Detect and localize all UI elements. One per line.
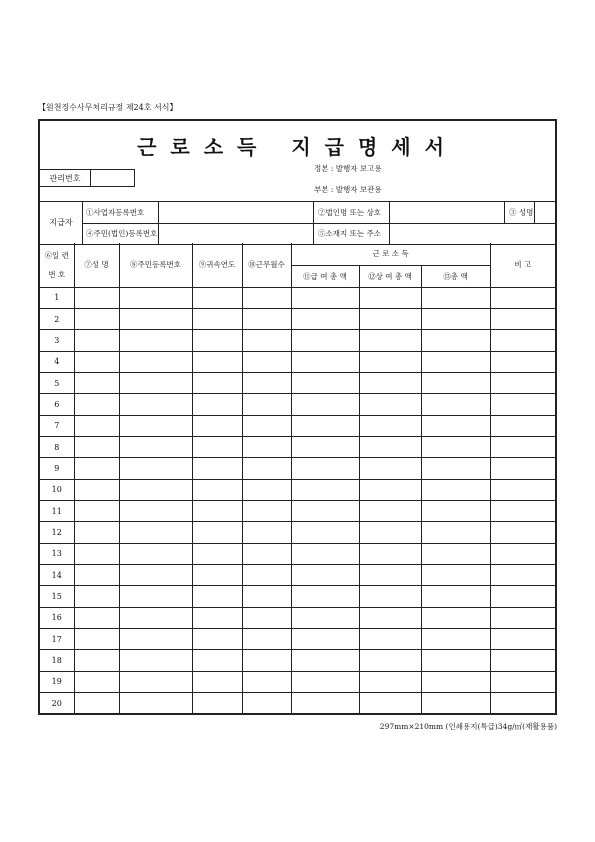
table-cell[interactable] [291,479,359,500]
table-row [40,607,555,628]
table-row [40,415,555,436]
payer-name-field[interactable] [535,202,557,223]
table-cell[interactable] [192,308,242,329]
row-number: 11 [40,500,74,521]
table-cell[interactable] [291,458,359,479]
table-cell[interactable] [359,629,421,650]
table-cell[interactable] [421,671,490,692]
table-cell[interactable] [192,415,242,436]
table-cell[interactable] [421,287,490,308]
table-cell[interactable] [74,650,119,671]
table-cell[interactable] [490,543,555,564]
table-cell[interactable] [291,543,359,564]
table-cell[interactable] [291,671,359,692]
col-remarks-header: 비 고 [490,243,555,287]
table-cell[interactable] [74,479,119,500]
table-cell[interactable] [242,629,291,650]
col-year-header: ⑨귀속연도 [192,243,242,287]
table-cell[interactable] [74,458,119,479]
corp-name-field[interactable] [390,202,505,223]
management-number-field[interactable] [91,169,135,187]
address-label: ⑤소재지 또는 주소 [314,223,390,244]
income-table [40,243,555,714]
table-cell[interactable] [74,564,119,585]
table-cell[interactable] [74,287,119,308]
table-cell[interactable] [119,394,192,415]
table-cell[interactable] [421,415,490,436]
table-cell[interactable] [242,543,291,564]
table-row [40,693,555,714]
table-cell[interactable] [490,671,555,692]
table-cell[interactable] [192,693,242,714]
table-cell[interactable] [490,330,555,351]
table-cell[interactable] [192,586,242,607]
table-cell[interactable] [119,693,192,714]
row-number: 2 [40,308,74,329]
table-cell[interactable] [421,522,490,543]
table-cell[interactable] [192,458,242,479]
table-cell[interactable] [74,330,119,351]
table-cell[interactable] [291,308,359,329]
table-cell[interactable] [291,351,359,372]
row-number: 16 [40,607,74,628]
table-cell[interactable] [74,607,119,628]
table-cell[interactable] [490,586,555,607]
table-cell[interactable] [119,522,192,543]
table-row [40,564,555,585]
table-cell[interactable] [119,351,192,372]
row-number: 14 [40,564,74,585]
form-title: 근로소득 지급명세서 [137,135,458,159]
table-cell[interactable] [359,586,421,607]
row-number: 12 [40,522,74,543]
row-number: 8 [40,436,74,457]
table-cell[interactable] [490,500,555,521]
col-bonus-header: ⑫상 여 총 액 [359,265,421,287]
table-row [40,586,555,607]
table-cell[interactable] [74,693,119,714]
income-statement-form [38,119,557,715]
management-number-label: 관리번호 [40,169,91,187]
table-cell[interactable] [421,308,490,329]
table-cell[interactable] [192,607,242,628]
table-cell[interactable] [359,607,421,628]
row-number: 9 [40,458,74,479]
table-cell[interactable] [242,394,291,415]
table-cell[interactable] [119,671,192,692]
biz-reg-no-field[interactable] [159,202,314,223]
table-cell[interactable] [359,650,421,671]
table-cell[interactable] [490,308,555,329]
table-cell[interactable] [74,308,119,329]
col-months-header: ⑩근무월수 [242,243,291,287]
resident-reg-no-label: ④주민(법인)등록번호 [82,223,159,244]
row-number: 5 [40,372,74,393]
table-cell[interactable] [359,415,421,436]
table-cell[interactable] [242,372,291,393]
payer-section [40,202,555,245]
table-cell[interactable] [291,564,359,585]
table-cell[interactable] [421,693,490,714]
table-cell[interactable] [74,586,119,607]
col-serial-bottom: 번 호 [48,269,66,279]
table-row [40,351,555,372]
table-cell[interactable] [119,500,192,521]
table-cell[interactable] [490,394,555,415]
table-cell[interactable] [119,543,192,564]
table-cell[interactable] [421,543,490,564]
table-cell[interactable] [192,351,242,372]
row-number: 4 [40,351,74,372]
table-cell[interactable] [119,479,192,500]
table-cell[interactable] [291,629,359,650]
table-row [40,458,555,479]
table-cell[interactable] [242,351,291,372]
table-cell[interactable] [291,500,359,521]
payer-label: 지급자 [40,202,83,244]
table-cell[interactable] [421,650,490,671]
table-cell[interactable] [192,650,242,671]
table-cell[interactable] [119,415,192,436]
table-cell[interactable] [192,543,242,564]
table-cell[interactable] [74,351,119,372]
corp-name-label: ②법인명 또는 상호 [314,202,390,223]
table-cell[interactable] [359,522,421,543]
table-cell[interactable] [490,372,555,393]
copy-original-label: 정본 : 발행자 보고용 [314,164,382,173]
table-row [40,629,555,650]
table-cell[interactable] [74,394,119,415]
paper-spec-footer: 297mm×210mm (인쇄용지(특급)34g/㎡(재활용품) [379,722,557,731]
col-serial-top: ⑥일 련 [44,250,69,260]
table-cell[interactable] [74,543,119,564]
table-cell[interactable] [74,629,119,650]
table-cell[interactable] [490,351,555,372]
table-cell[interactable] [291,693,359,714]
table-cell[interactable] [291,650,359,671]
table-cell[interactable] [74,372,119,393]
table-cell[interactable] [119,330,192,351]
table-cell[interactable] [119,308,192,329]
table-row [40,522,555,543]
table-row [40,650,555,671]
table-cell[interactable] [119,629,192,650]
table-cell[interactable] [291,394,359,415]
table-cell[interactable] [359,394,421,415]
address-field[interactable] [390,223,557,244]
table-cell[interactable] [242,671,291,692]
form-header [40,121,555,202]
table-cell[interactable] [74,415,119,436]
table-cell[interactable] [359,287,421,308]
col-resident-no-header: ⑧주민등록번호 [119,243,192,287]
table-cell[interactable] [242,650,291,671]
row-number: 15 [40,586,74,607]
row-number: 17 [40,629,74,650]
table-cell[interactable] [192,394,242,415]
row-number: 6 [40,394,74,415]
table-cell[interactable] [192,287,242,308]
table-cell[interactable] [242,436,291,457]
table-cell[interactable] [119,372,192,393]
table-row [40,436,555,457]
table-cell[interactable] [291,586,359,607]
table-cell[interactable] [192,522,242,543]
table-cell[interactable] [119,436,192,457]
table-cell[interactable] [359,671,421,692]
table-cell[interactable] [119,607,192,628]
table-cell[interactable] [192,372,242,393]
row-number: 13 [40,543,74,564]
table-cell[interactable] [119,287,192,308]
table-cell[interactable] [490,436,555,457]
table-cell[interactable] [359,458,421,479]
table-row [40,287,555,308]
table-cell[interactable] [242,287,291,308]
table-cell[interactable] [242,693,291,714]
table-cell[interactable] [359,500,421,521]
table-cell[interactable] [192,564,242,585]
col-salary-header: ⑪급 여 총 액 [291,265,359,287]
table-cell[interactable] [421,458,490,479]
form-caption: 【원천징수사무처리규정 제24호 서식】 [38,103,178,112]
income-group-header: 근 로 소 득 [291,243,490,265]
table-cell[interactable] [291,436,359,457]
table-cell[interactable] [490,607,555,628]
table-cell[interactable] [421,436,490,457]
table-cell[interactable] [490,479,555,500]
table-cell[interactable] [490,522,555,543]
row-number: 19 [40,671,74,692]
table-cell[interactable] [291,287,359,308]
table-cell[interactable] [242,522,291,543]
table-cell[interactable] [242,564,291,585]
table-cell[interactable] [242,500,291,521]
table-cell[interactable] [359,436,421,457]
table-cell[interactable] [74,500,119,521]
table-cell[interactable] [359,308,421,329]
table-cell[interactable] [119,458,192,479]
table-cell[interactable] [119,650,192,671]
table-cell[interactable] [421,629,490,650]
table-cell[interactable] [242,479,291,500]
table-cell[interactable] [359,564,421,585]
table-cell[interactable] [192,479,242,500]
table-cell[interactable] [291,607,359,628]
payer-row-2 [82,223,555,244]
table-cell[interactable] [421,564,490,585]
table-cell[interactable] [490,415,555,436]
table-row [40,479,555,500]
table-cell[interactable] [421,607,490,628]
table-row [40,372,555,393]
table-row [40,330,555,351]
table-row [40,500,555,521]
table-cell[interactable] [242,330,291,351]
table-cell[interactable] [490,458,555,479]
table-cell[interactable] [421,500,490,521]
table-cell[interactable] [421,330,490,351]
row-number: 10 [40,479,74,500]
table-cell[interactable] [359,693,421,714]
table-cell[interactable] [421,351,490,372]
table-row [40,394,555,415]
table-cell[interactable] [490,650,555,671]
table-cell[interactable] [291,330,359,351]
table-cell[interactable] [359,479,421,500]
table-cell[interactable] [490,564,555,585]
table-cell[interactable] [242,415,291,436]
table-cell[interactable] [242,586,291,607]
table-cell[interactable] [291,372,359,393]
table-row [40,543,555,564]
table-cell[interactable] [490,629,555,650]
col-total-header: ⑬총 액 [421,265,490,287]
table-cell[interactable] [74,522,119,543]
table-cell[interactable] [359,372,421,393]
table-cell[interactable] [359,543,421,564]
row-number: 20 [40,693,74,714]
table-cell[interactable] [242,308,291,329]
table-cell[interactable] [359,351,421,372]
col-serial-header [40,243,74,287]
table-cell[interactable] [74,436,119,457]
table-cell[interactable] [242,458,291,479]
table-cell[interactable] [119,586,192,607]
table-cell[interactable] [421,586,490,607]
table-cell[interactable] [192,671,242,692]
resident-reg-no-field[interactable] [159,223,314,244]
table-cell[interactable] [421,372,490,393]
table-row [40,308,555,329]
table-cell[interactable] [192,500,242,521]
table-cell[interactable] [421,479,490,500]
biz-reg-no-label: ①사업자등록번호 [82,202,159,223]
row-number: 1 [40,287,74,308]
table-row [40,671,555,692]
table-cell[interactable] [119,564,192,585]
payer-name-label: ③ 성명 [505,202,535,223]
table-cell[interactable] [192,436,242,457]
payer-row-1 [82,202,555,224]
table-cell[interactable] [490,693,555,714]
table-cell[interactable] [291,522,359,543]
table-cell[interactable] [421,394,490,415]
table-cell[interactable] [359,330,421,351]
table-cell[interactable] [242,607,291,628]
row-number: 18 [40,650,74,671]
row-number: 7 [40,415,74,436]
table-cell[interactable] [74,671,119,692]
col-name-header: ⑦성 명 [74,243,119,287]
table-cell[interactable] [192,629,242,650]
row-number: 3 [40,330,74,351]
copy-duplicate-label: 부본 : 발행자 보관용 [314,185,382,194]
management-number [40,169,135,187]
table-cell[interactable] [490,287,555,308]
table-cell[interactable] [192,330,242,351]
table-cell[interactable] [291,415,359,436]
